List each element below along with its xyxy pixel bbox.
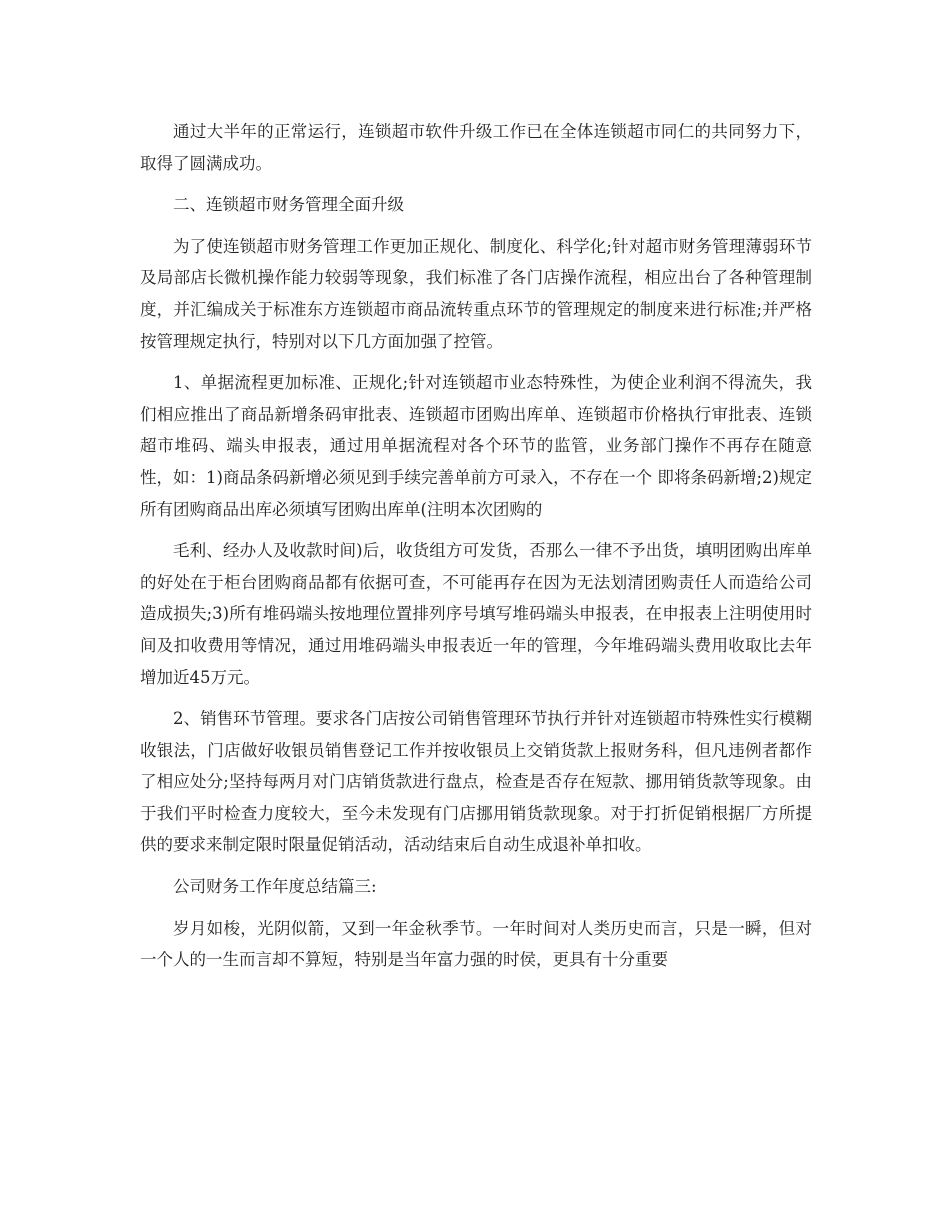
paragraph-time-passing: 岁月如梭，光阴似箭，又到一年金秋季节。一年时间对人类历史而言，只是一瞬，但对一个人的一生而言却不算短，特别是当年富力强的时侯，更具有十分重要 [140,918,812,970]
paragraph-finance-management: 为了使连锁超市财务管理工作更加正规化、制度化、科学化;针对超市财务管理薄弱环节及局部店长微机操作能力较弱等现象，我们标准了各门店操作流程，相应出台了各种管理制度，并汇编成关于标准东方连锁超市商品流转重点环节的管理规定的制度来进行标准;并严格按管理规定执行，特别对以下几方面加强了控管。 [140,236,812,351]
section-heading-finance-upgrade: 二、连锁超市财务管理全面升级 [173,195,404,215]
paragraph-sales-management: 2、销售环节管理。要求各门店按公司销售管理环节执行并针对连锁超市特殊性实行模糊收银法，门店做好收银员销售登记工作并按收银员上交销货款上报财务科，但凡违例者都作了相应处分;坚持每两月对门店销货款进行盘点，检查是否存在短款、挪用销货款等现象。由于我们平时检查力度较大，至今未发现有门店挪用销货款现象。对于打折促销根据厂方所提供的要求来制定限时限量促销活动，活动结束后自动生成退补单扣收。 [140,709,812,855]
document-body [140,116,812,986]
paragraph-document-flow: 1、单据流程更加标准、正规化;针对连锁超市业态特殊性，为使企业利润不得流失，我们相应推出了商品新增条码审批表、连锁超市团购出库单、连锁超市价格执行审批表、连锁超市堆码、端头申报表，通过用单据流程对各个环节的监管，业务部门操作不再存在随意性，如：1)商品条码新增必须见到手续完善单前方可录入，不存在一个 即将条码新增;2)规定所有团购商品出库必须填写团购出库单(注明本次团购的 [140,373,812,519]
paragraph-intro: 通过大半年的正常运行，连锁超市软件升级工作已在全体连锁超市同仁的共同努力下，取得了圆满成功。 [140,122,812,173]
paragraph-group-purchase: 毛利、经办人及收款时间)后，收货组方可发货，否那么一律不予出货，填明团购出库单的好处在于柜台团购商品都有依据可查，不可能再存在因为无法划清团购责任人而造给公司造成损失;3)所有堆码端头按地理位置排列序号填写堆码端头申报表，在申报表上注明使用时间及扣收费用等情况，通过用堆码端头申报表近一年的管理，今年堆码端头费用收取比去年增加近45万元。 [140,541,812,687]
section-heading-part-three: 公司财务工作年度总结篇三: [173,877,377,897]
